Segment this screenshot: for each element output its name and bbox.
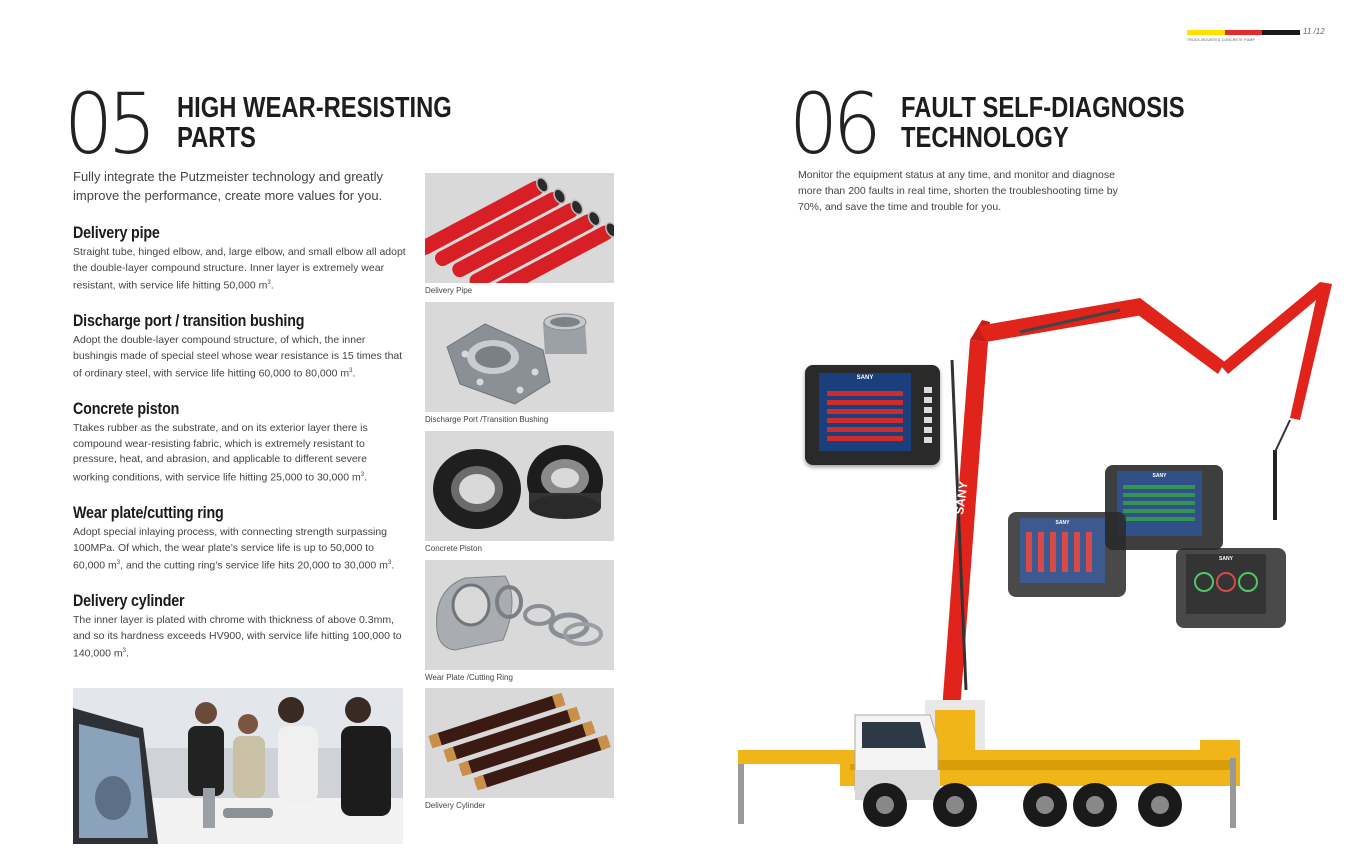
part-body: Adopt special inlaying process, with connecting strength surpassing 100MPa. Of which, the wear plate’s service life is up to 50,000 to 60,000 $m^3$, and the cutting ring’s service life hits 20,000 to 30,000 $m^3$. [73,526,395,572]
part-body: Straight tube, hinged elbow, and, large elbow, and small elbow all adopt the double-layer compound structure. Inner layer is extremely wear resistant, with service life hitting 50,000 $m^3$. [73,246,406,292]
part-delivery-pipe [73,223,413,294]
header-color-bar-yellow [1187,30,1225,35]
section-lead-text: Fully integrate the Putzmeister technology and greatly improve the performance, create more values for you. [73,169,384,203]
screen-sany-logo: SANY [1152,473,1167,479]
section-title-line2: PARTS [177,122,256,154]
part-heading: Delivery cylinder [73,591,185,610]
section-title-line1-right: FAULT SELF-DIAGNOSIS [901,92,1185,124]
screen-sany-logo: SANY [856,375,874,381]
caption-discharge-port: Discharge Port /Transition Bushing [425,415,549,424]
caption-delivery-pipe: Delivery Pipe [425,286,473,295]
part-body: The inner layer is plated with chrome with thickness of above 0.3mm, and so its hardness exceeds HV900, with service life hitting 100,000 to 140,000 $m^3$. [73,614,402,660]
delivery-pipe-image [425,173,614,283]
section-number-06: 06 [789,75,877,173]
section-title-line2-right: TECHNOLOGY [901,122,1069,154]
screen-sany-logo: SANY [1055,520,1070,526]
part-heading: Delivery pipe [73,223,160,242]
caption-delivery-cylinder: Delivery Cylinder [425,801,486,810]
part-body: Ttakes rubber as the substrate, and on its exterior layer there is compound wear-resisting fabric, which is extremely resistant to pressure, heat, and abrasion, and applicable to different severe working conditions, with service life hitting 25,000 to 30,000 $m^3$. [73,422,368,483]
part-discharge-port [73,311,408,382]
part-body: Adopt the double-layer compound structure, of which, the inner bushingis made of special steel whose wear resistance is 15 times that of ordinary steel, with service life hitting 60,000 to 80,000 $m^3$. [73,334,403,380]
part-delivery-cylinder [73,591,408,662]
page-number: 11 /12 [1303,27,1325,36]
engineering-team-photo [73,688,403,844]
part-concrete-piston [73,399,378,486]
wear-plate-image [425,560,614,670]
control-screen-center [1008,512,1126,597]
delivery-cylinder-image [425,688,614,798]
control-screen-main [805,365,940,465]
part-heading: Discharge port / transition bushing [73,311,305,330]
fault-diagnosis-description: Monitor the equipment status at any time, and monitor and diagnose more than 200 faults in real time, shorten the troubleshooting time by 70%, and save the time and trouble for you. [798,169,1118,213]
header-color-bar-black [1262,30,1300,35]
caption-concrete-piston: Concrete Piston [425,544,482,553]
part-heading: Wear plate/cutting ring [73,503,224,522]
part-wear-plate [73,503,403,574]
control-screen-bottom-right [1176,548,1286,628]
caption-wear-plate: Wear Plate /Cutting Ring [425,673,513,682]
part-heading: Concrete piston [73,399,180,418]
section-title-line1: HIGH WEAR-RESISTING [177,92,452,124]
screen-sany-logo: SANY [1219,556,1233,562]
boom-sany-logo: SANY [952,480,971,516]
discharge-port-image [425,302,614,412]
header-color-bar-red [1225,30,1262,35]
header-tagline: TRUCK-MOUNTED CONCRETE PUMP [1187,38,1256,42]
section-number-05: 05 [64,75,152,173]
concrete-piston-image [425,431,614,541]
